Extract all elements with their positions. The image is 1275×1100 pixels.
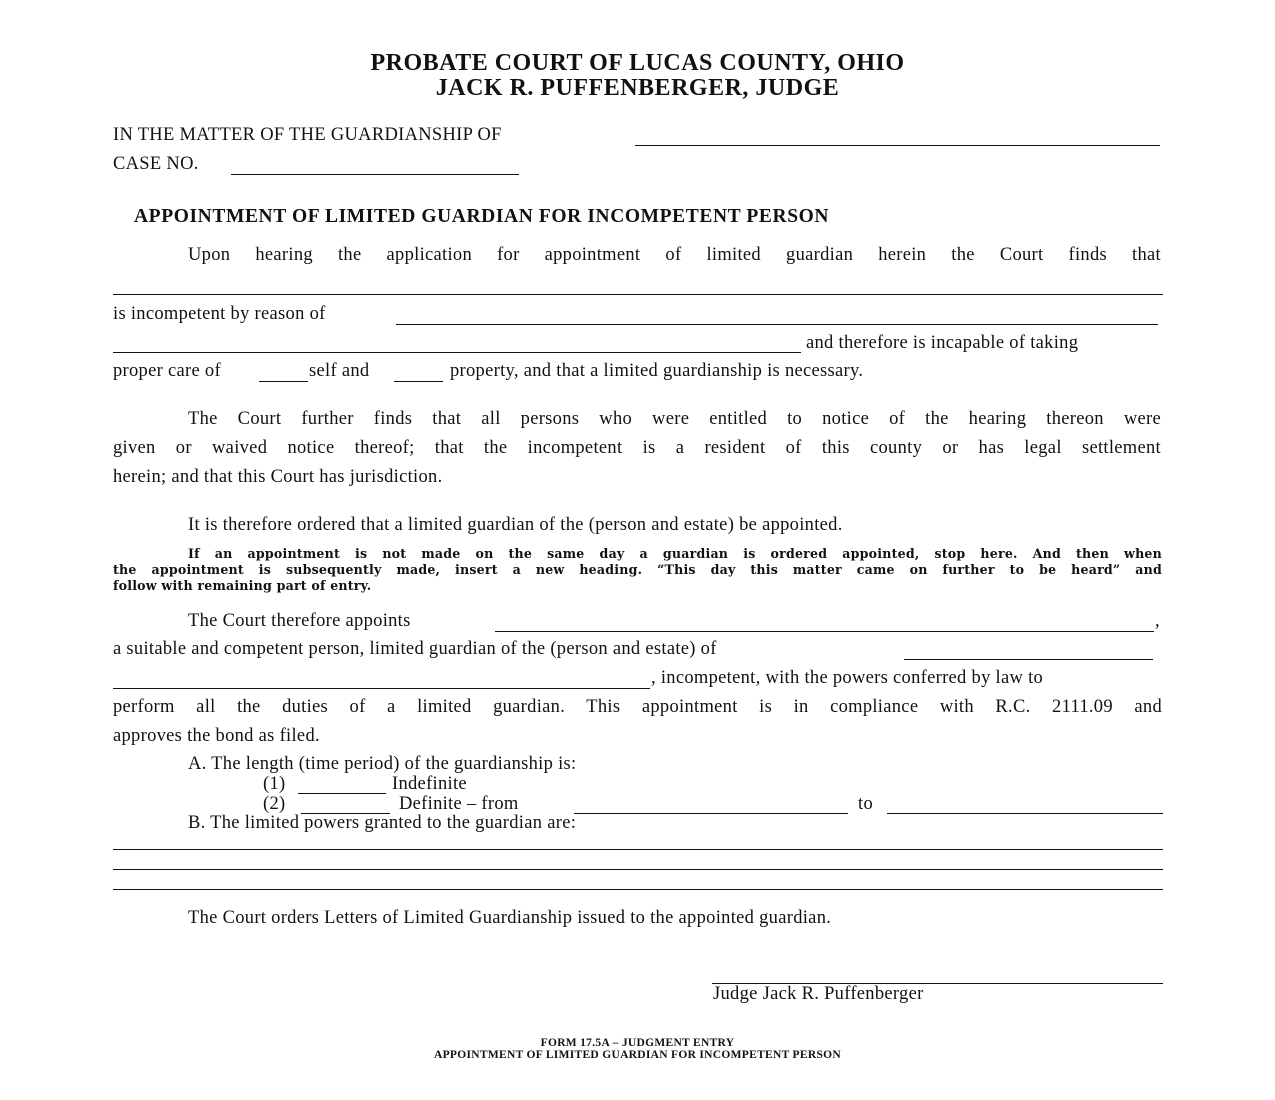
- letters-text: The Court orders Letters of Limited Guardianship issued to the appointed guardian.: [188, 908, 832, 928]
- powers-line-1[interactable]: [113, 849, 1163, 850]
- care-prefix: proper care of: [113, 361, 221, 381]
- term-a-label: A. The length (time period) of the guardianship is:: [188, 754, 577, 774]
- option-2-number: (2): [263, 794, 286, 814]
- notice-line-1: The Court further finds that all persons who were entitled to notice of the hearing thereon were: [188, 409, 1161, 429]
- incompetent-reason-label: is incompetent by reason of: [113, 304, 326, 324]
- footer-form-number: FORM 17.5A – JUDGMENT ENTRY: [540, 1037, 735, 1049]
- guardian-name-field[interactable]: [495, 631, 1154, 632]
- instruction-line-1: If an appointment is not made on the same day a guardian is ordered appointed, stop here. And then when: [188, 546, 1162, 561]
- self-checkbox-blank[interactable]: [259, 381, 308, 382]
- property-text: property, and that a limited guardianship is necessary.: [450, 361, 864, 381]
- signature-label: Judge Jack R. Puffenberger: [713, 984, 924, 1004]
- powers-line-2[interactable]: [113, 869, 1163, 870]
- incapable-text: and therefore is incapable of taking: [806, 333, 1079, 353]
- option-1-label: Indefinite: [392, 774, 467, 794]
- ward-name-field-3[interactable]: [113, 688, 650, 689]
- guardianship-of-label: IN THE MATTER OF THE GUARDIANSHIP OF: [113, 125, 502, 145]
- self-label: self and: [309, 361, 370, 381]
- to-label: to: [858, 794, 873, 814]
- instruction-line-3: follow with remaining part of entry.: [113, 578, 372, 593]
- notice-line-2: given or waived notice thereof; that the incompetent is a resident of this county or has legal settlement: [113, 438, 1161, 458]
- footer-form-name: APPOINTMENT OF LIMITED GUARDIAN FOR INCOMPETENT PERSON: [433, 1049, 841, 1061]
- case-no-label: CASE NO.: [113, 154, 199, 174]
- court-name: PROBATE COURT OF LUCAS COUNTY, OHIO: [370, 50, 905, 76]
- to-date-field[interactable]: [887, 813, 1163, 814]
- indefinite-blank[interactable]: [298, 793, 386, 794]
- property-checkbox-blank[interactable]: [394, 381, 443, 382]
- ward-name-field-2[interactable]: [904, 659, 1153, 660]
- bond-text: approves the bond as filed.: [113, 726, 320, 746]
- incompetent-name-field[interactable]: [113, 294, 1163, 295]
- comma: ,: [1155, 611, 1160, 631]
- judge-name: JACK R. PUFFENBERGER, JUDGE: [435, 75, 840, 101]
- findings-line-1: Upon hearing the application for appointment of limited guardian herein the Court finds that: [188, 245, 1161, 265]
- powers-line-3[interactable]: [113, 889, 1163, 890]
- appoints-label: The Court therefore appoints: [188, 611, 411, 631]
- incompetent-powers-text: , incompetent, with the powers conferred by law to: [651, 668, 1044, 688]
- notice-line-3: herein; and that this Court has jurisdiction.: [113, 467, 443, 487]
- reason-field-2[interactable]: [113, 352, 801, 353]
- duties-text: perform all the duties of a limited guardian. This appointment is in compliance with R.C. 2111.09 and: [113, 697, 1162, 717]
- option-2-label: Definite – from: [399, 794, 519, 814]
- option-1-number: (1): [263, 774, 286, 794]
- form-title: APPOINTMENT OF LIMITED GUARDIAN FOR INCOMPETENT PERSON: [134, 206, 830, 227]
- instruction-line-2: the appointment is subsequently made, insert a new heading. “This day this matter came on further to be heard” and: [113, 562, 1162, 577]
- order-text: It is therefore ordered that a limited guardian of the (person and estate) be appointed.: [188, 515, 843, 535]
- case-number-field[interactable]: [231, 174, 519, 175]
- reason-field-1[interactable]: [396, 324, 1158, 325]
- ward-name-field[interactable]: [635, 145, 1160, 146]
- suitable-text: a suitable and competent person, limited guardian of the (person and estate) of: [113, 639, 717, 659]
- from-date-field[interactable]: [574, 813, 848, 814]
- term-b-label: B. The limited powers granted to the guardian are:: [188, 813, 577, 833]
